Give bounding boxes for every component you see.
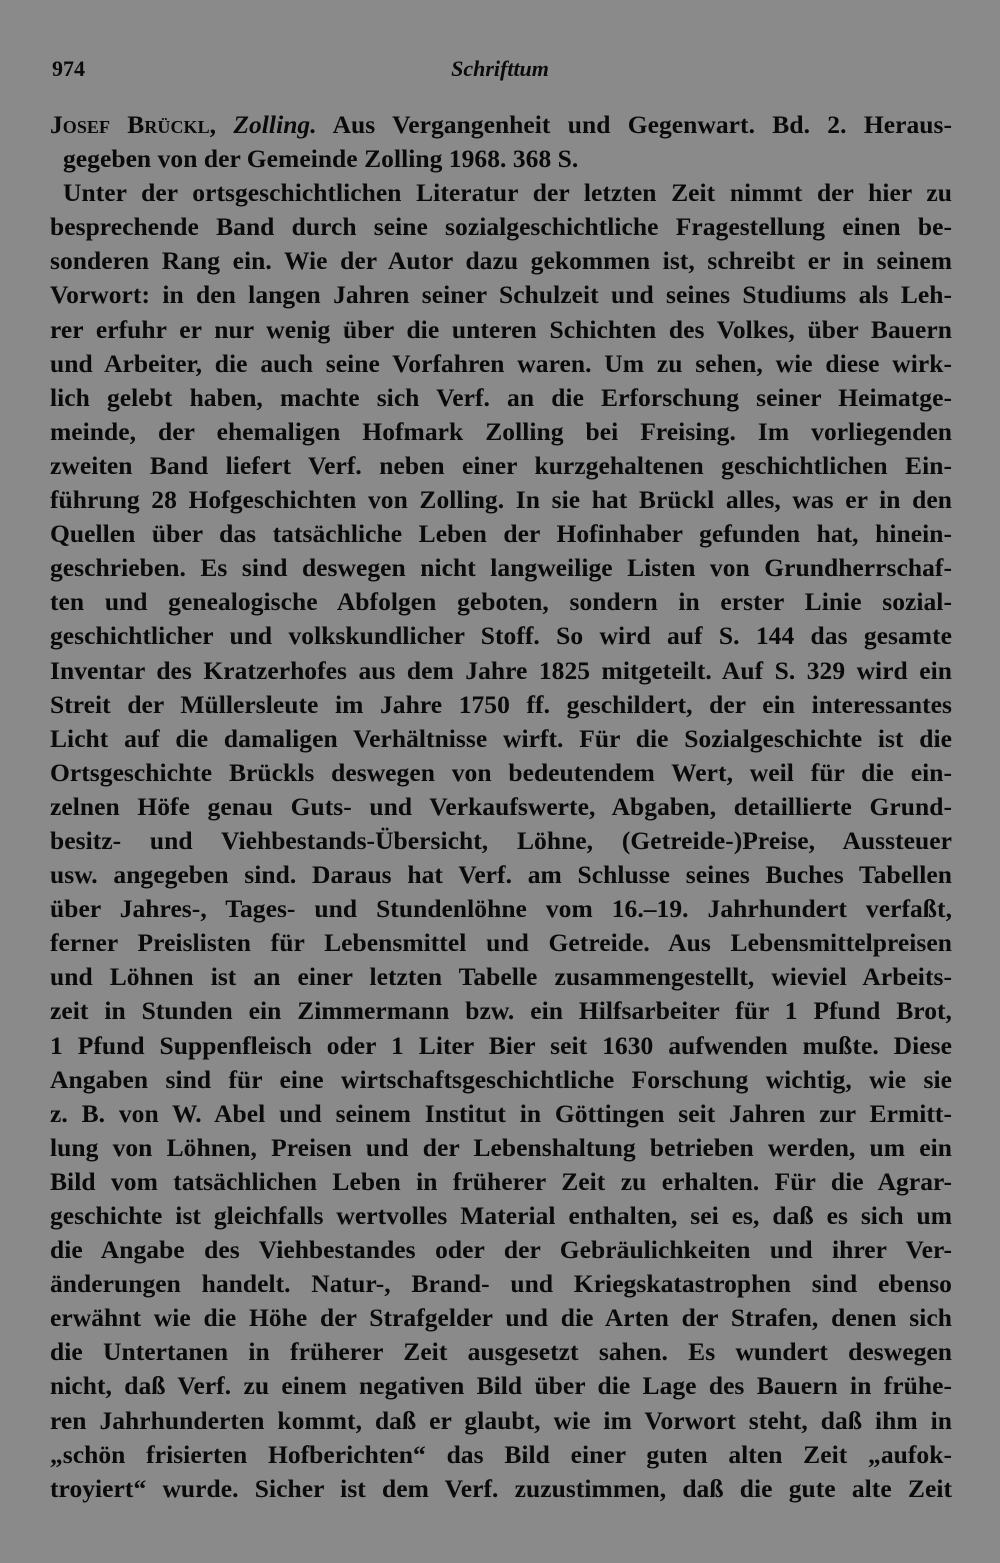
body-line: meinde, der ehemaligen Hofmark Zolling bei Freising. Im vorliegenden xyxy=(50,416,952,446)
body-line: z. B. von W. Abel und seinem Institut in Göttingen seit Jahren zur Ermitt- xyxy=(50,1098,952,1128)
body-line: Licht auf die damaligen Verhältnisse wirft. Für die Sozialgeschichte ist die xyxy=(50,723,952,753)
citation-line-2: gegeben von der Gemeinde Zolling 1968. 368 S. xyxy=(63,144,579,174)
body-line: ten und genealogische Abfolgen geboten, sondern in erster Linie sozial- xyxy=(50,587,952,617)
body-line: ferner Preislisten für Lebensmittel und Getreide. Aus Lebensmittelpreisen xyxy=(50,928,952,958)
review-entry xyxy=(50,108,952,1506)
body-line: änderungen handelt. Natur-, Brand- und Kriegskatastrophen sind ebenso xyxy=(50,1269,952,1299)
citation-details: Aus Vergangenheit und Gegenwart. Bd. 2. Heraus- xyxy=(332,110,953,139)
body-line: sonderen Rang ein. Wie der Autor dazu gekommen ist, schreibt er in seinem xyxy=(50,246,952,276)
body-line: und Arbeiter, die auch seine Vorfahren waren. Um zu sehen, wie diese wirk- xyxy=(50,348,952,378)
body-line: besitz- und Viehbestands-Übersicht, Löhne, (Getreide-)Preise, Aussteuer xyxy=(50,825,952,855)
body-line: ren Jahrhunderten kommt, daß er glaubt, wie im Vorwort steht, daß ihm in xyxy=(50,1405,952,1435)
body-line: Vorwort: in den langen Jahren seiner Schulzeit und seines Studiums als Leh- xyxy=(50,280,952,310)
body-line: rer erfuhr er nur wenig über die unteren Schichten des Volkes, über Bauern xyxy=(50,314,952,344)
body-line: Angaben sind für eine wirtschaftsgeschichtliche Forschung wichtig, wie sie xyxy=(50,1064,952,1094)
body-line: lung von Löhnen, Preisen und der Lebenshaltung betrieben werden, um ein xyxy=(50,1132,952,1162)
body-line: zelnen Höfe genau Guts- und Verkaufswerte, Abgaben, detaillierte Grund- xyxy=(50,791,952,821)
citation-title: Zolling. xyxy=(233,110,317,139)
review-body xyxy=(50,176,952,1506)
citation-line-1 xyxy=(50,108,952,142)
body-line: besprechende Band durch seine sozialgeschichtliche Fragestellung einen be- xyxy=(50,212,952,242)
body-line: führung 28 Hofgeschichten von Zolling. In sie hat Brückl alles, was er in den xyxy=(50,485,952,515)
body-line: die Angabe des Viehbestandes oder der Gebräulichkeiten und ihrer Ver- xyxy=(50,1235,952,1265)
body-line: und Löhnen ist an einer letzten Tabelle zusammengestellt, wieviel Arbeits- xyxy=(50,962,952,992)
body-line: „schön frisierten Hofberichten“ das Bild einer guten alten Zeit „aufok- xyxy=(50,1439,952,1469)
body-line: über Jahres-, Tages- und Stundenlöhne vom 16.–19. Jahrhundert verfaßt, xyxy=(50,894,952,924)
body-line: die Untertanen in früherer Zeit ausgesetzt sahen. Es wundert deswegen xyxy=(50,1337,952,1367)
body-line: Streit der Müllersleute im Jahre 1750 ff. geschildert, der ein interessantes xyxy=(50,689,952,719)
body-line: zeit in Stunden ein Zimmermann bzw. ein Hilfsarbeiter für 1 Pfund Brot, xyxy=(50,996,952,1026)
body-line: usw. angegeben sind. Daraus hat Verf. am Schlusse seines Buches Tabellen xyxy=(50,860,952,890)
body-line: geschrieben. Es sind deswegen nicht langweilige Listen von Grundherrschaf- xyxy=(50,553,952,583)
body-line: lich gelebt haben, machte sich Verf. an die Erforschung seiner Heimatge- xyxy=(50,382,952,412)
body-line: geschichte ist gleichfalls wertvolles Material enthalten, sei es, daß es sich um xyxy=(50,1201,952,1230)
body-line: Ortsgeschichte Brückls deswegen von bedeutendem Wert, weil für die ein- xyxy=(50,757,952,787)
body-line: erwähnt wie die Höhe der Strafgelder und die Arten der Strafen, denen sich xyxy=(50,1303,952,1333)
body-line: zweiten Band liefert Verf. neben einer kurzgehaltenen geschichtlichen Ein- xyxy=(50,450,952,480)
body-line: Unter der ortsgeschichtlichen Literatur der letzten Zeit nimmt der hier zu xyxy=(63,178,952,208)
running-head xyxy=(50,56,950,86)
body-line: 1 Pfund Suppenfleisch oder 1 Liter Bier seit 1630 aufwenden mußte. Diese xyxy=(50,1030,952,1060)
body-line: troyiert“ wurde. Sicher ist dem Verf. zuzustimmen, daß die gute alte Zeit xyxy=(50,1473,952,1503)
body-line: geschichtlicher und volkskundlicher Stoff. So wird auf S. 144 das gesamte xyxy=(50,621,952,651)
running-title: Schrifttum xyxy=(451,56,549,81)
body-line: nicht, daß Verf. zu einem negativen Bild über die Lage des Bauern in frühe- xyxy=(50,1371,952,1401)
body-line: Inventar des Kratzerhofes aus dem Jahre 1825 mitgeteilt. Auf S. 329 wird ein xyxy=(50,655,952,685)
page-number: 974 xyxy=(52,56,85,81)
citation-author: Josef Brückl, xyxy=(50,110,217,139)
body-line: Bild vom tatsächlichen Leben in früherer Zeit zu erhalten. Für die Agrar- xyxy=(50,1166,952,1196)
body-line: Quellen über das tatsächliche Leben der Hofinhaber gefunden hat, hinein- xyxy=(50,519,952,549)
